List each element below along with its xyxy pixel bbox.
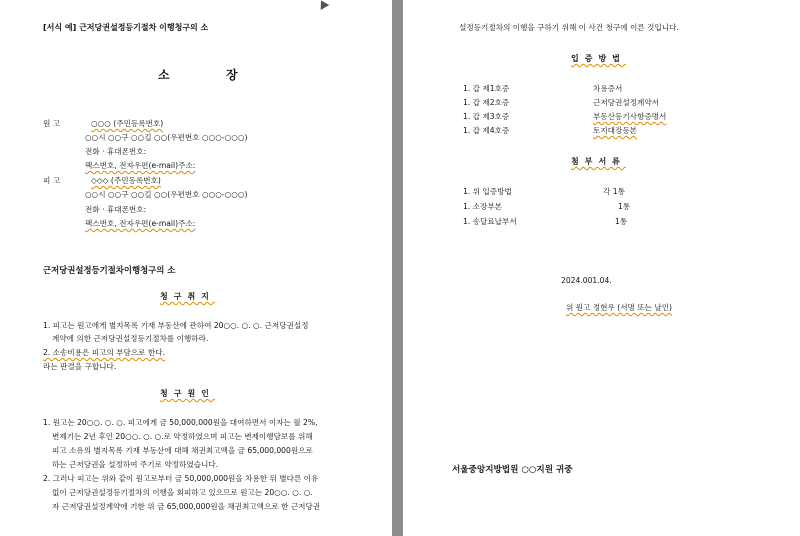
continuation-line: 설정등기절차의 이행을 구하기 위해 이 사건 청구에 이른 것입니다. xyxy=(459,23,679,32)
evidence-desc-3: 부동산등기사항증명서 xyxy=(593,112,667,121)
evidence-desc-1: 차용증서 xyxy=(593,84,623,93)
evidence-no-1: 1. 갑 제1호증 xyxy=(463,84,510,93)
attachment-name-3: 1. 송달료납부서 xyxy=(463,217,517,226)
claim-line-3: 2. 소송비용은 피고의 부담으로 한다. xyxy=(43,348,166,357)
evidence-heading: 입증방법 xyxy=(571,54,626,63)
plaintiff-name: ○○○ (주민등록번호) xyxy=(91,119,164,128)
defendant-fax: 팩스번호, 전자우편(e-mail)주소: xyxy=(85,219,196,228)
plaintiff-label: 원 고 xyxy=(43,119,61,128)
plaintiff-address: ○○시 ○○구 ○○길 ○○(우편번호 ○○○-○○○) xyxy=(85,133,248,142)
court-name: 서울중앙지방법원 ○○지원 귀중 xyxy=(452,465,573,475)
document-page-2 xyxy=(403,0,800,536)
title-char-1: 소 xyxy=(158,68,170,82)
claim-line-4: 라는 판결을 구합니다. xyxy=(43,362,117,371)
evidence-desc-4: 토지대장등본 xyxy=(593,126,638,135)
defendant-name: ◇◇◇ (주민등록번호) xyxy=(91,176,161,185)
title-char-2: 장 xyxy=(226,68,238,82)
defendant-label: 피 고 xyxy=(43,176,61,185)
defendant-address: ○○시 ○○구 ○○길 ○○(우편번호 ○○○-○○○) xyxy=(85,190,248,199)
plaintiff-phone: 전화 · 휴대폰번호: xyxy=(85,147,147,156)
attachment-count-2: 1통 xyxy=(618,202,631,211)
case-title: 근저당권설정등기절차이행청구의 소 xyxy=(43,265,176,275)
plaintiff-signature: 위 원고 정현우 (서명 또는 날인) xyxy=(566,303,673,312)
cause-line-3: 피고 소유의 별지목록 기재 부동산에 대해 채권최고액을 금 65,000,000원으로 xyxy=(52,446,313,455)
cause-line-6: 없이 근저당권설정등기절차의 이행을 회피하고 있으므로 원고는 20○○. ○. ○. xyxy=(52,488,313,497)
document-page-1 xyxy=(0,0,392,536)
cause-line-4: 하는 근저당권을 설정하여 주기로 약정하였습니다. xyxy=(52,460,219,469)
attachment-name-1: 1. 위 입증방법 xyxy=(463,187,512,196)
cause-line-5: 2. 그러나 피고는 위와 같이 원고로부터 금 50,000,000원을 차용한 뒤 별다른 이유 xyxy=(43,474,319,483)
claim-line-1: 1. 피고는 원고에게 별지목록 기재 부동산에 관하여 20○○. ○. ○. 근저당권설정 xyxy=(43,321,309,330)
evidence-desc-2: 근저당권설정계약서 xyxy=(593,98,660,107)
attachments-heading: 첨부서류 xyxy=(571,157,626,166)
attachment-count-3: 1통 xyxy=(615,217,628,226)
evidence-no-3: 1. 갑 제3호증 xyxy=(463,112,510,121)
claim-line-2: 계약에 의한 근저당권설정등기절차를 이행하라. xyxy=(52,334,209,343)
cause-line-7: 자 근저당권설정계약에 기한 위 금 65,000,000원을 채권최고액으로 한 근저당권 xyxy=(52,502,321,511)
attachment-name-2: 1. 소장부본 xyxy=(463,202,503,211)
evidence-no-2: 1. 갑 제2호증 xyxy=(463,98,510,107)
cause-line-2: 변제기는 2년 후인 20○○. ○. ○.로 약정하였으며 피고는 변제이행담보를 위해 xyxy=(52,432,313,441)
evidence-no-4: 1. 갑 제4호증 xyxy=(463,126,510,135)
cause-heading: 청구원인 xyxy=(160,389,215,398)
claim-heading: 청구취지 xyxy=(160,292,215,301)
form-header: [서식 예] 근저당권설정등기절차 이행청구의 소 xyxy=(43,23,209,32)
filing-date: 2024.001.04. xyxy=(561,276,612,285)
defendant-phone: 전화 · 휴대폰번호: xyxy=(85,205,147,214)
page-gap xyxy=(392,0,403,536)
cause-line-1: 1. 원고는 20○○. ○. ○. 피고에게 금 50,000,000원을 대여하면서 이자는 월 2%, xyxy=(43,418,318,427)
plaintiff-fax: 팩스번호, 전자우편(e-mail)주소: xyxy=(85,161,196,170)
attachment-count-1: 각 1통 xyxy=(603,187,625,196)
